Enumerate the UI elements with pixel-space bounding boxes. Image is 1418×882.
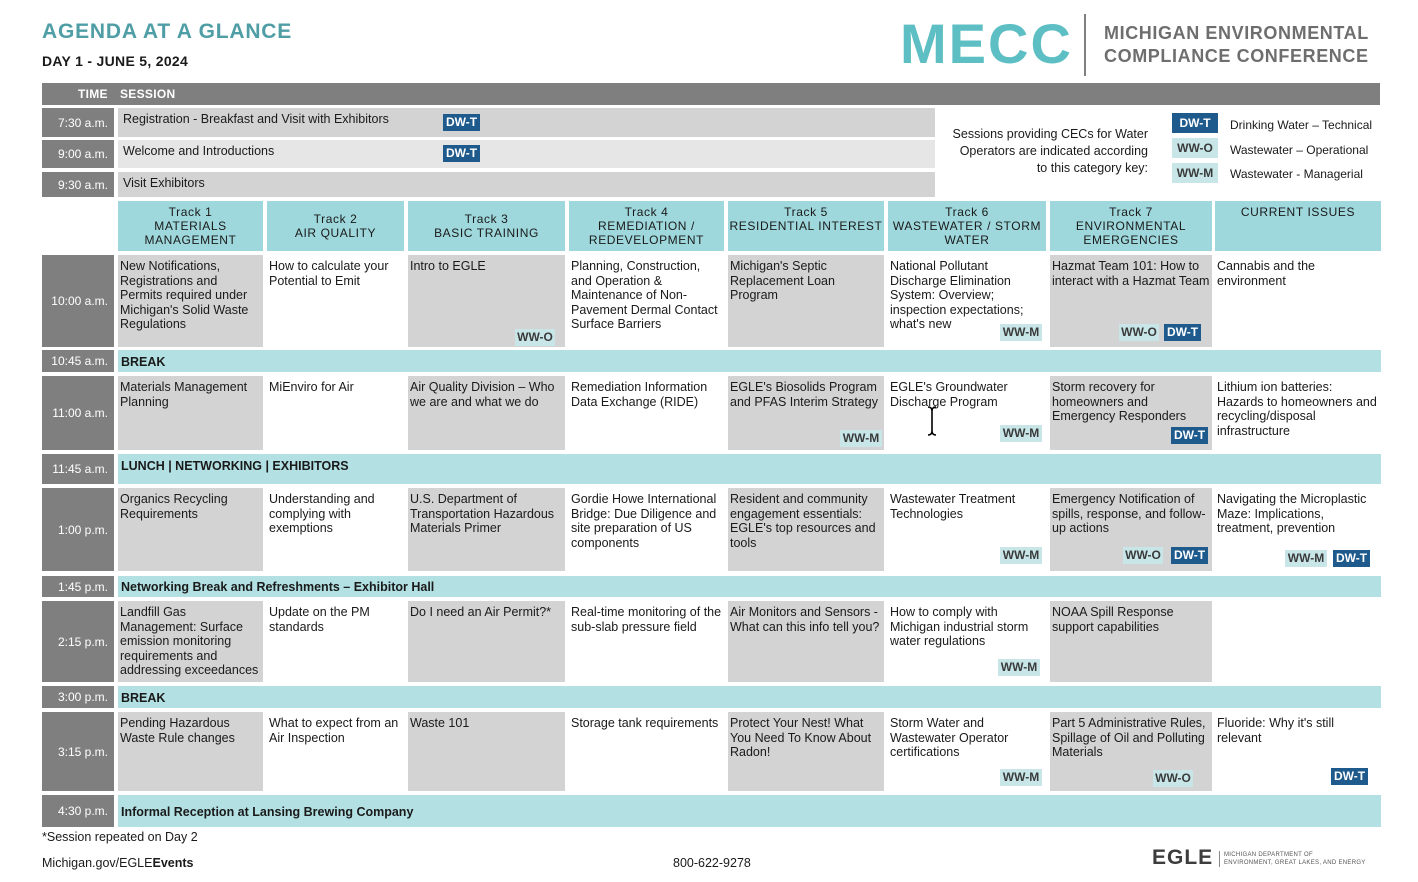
session-title: Air Quality Division – Who we are and what we do: [410, 380, 555, 409]
ww-m-badge: WW-M: [1285, 550, 1327, 567]
session-cell: [118, 712, 263, 791]
session-title: Part 5 Administrative Rules, Spillage of Oil and Polluting Materials: [1052, 716, 1206, 759]
session-title: What to expect from an Air Inspection: [269, 716, 399, 745]
key-ww-m-badge: WW-M: [1172, 163, 1218, 183]
page-title: AGENDA AT A GLANCE: [42, 20, 293, 43]
session-title: Pending Hazardous Waste Rule changes: [120, 716, 235, 745]
time-cell: 3:15 p.m.: [42, 712, 114, 791]
session-title: National Pollutant Discharge Elimination System: Overview; inspection expectations; what's new: [890, 259, 1024, 331]
key-dw-t-badge: DW-T: [1172, 113, 1218, 133]
session-cell: [267, 376, 404, 450]
session-cell: [408, 488, 565, 571]
time-cell: 11:45 a.m.: [42, 454, 114, 484]
break-row: BREAK: [118, 350, 1381, 372]
session-title: Michigan's Septic Replacement Loan Program: [730, 259, 835, 302]
session-cell: [569, 488, 724, 571]
track-number: Track 4: [624, 205, 669, 219]
egle-department-name: [1219, 851, 1366, 867]
session-title: How to comply with Michigan industrial storm water regulations: [890, 605, 1029, 648]
session-title: Landfill Gas Management: Surface emission monitoring requirements and addressing exceedances: [120, 605, 259, 677]
session-cell: [569, 712, 724, 791]
dw-t-badge: DW-T: [1333, 550, 1370, 567]
ww-m-badge: WW-M: [1000, 324, 1042, 341]
track-name: WASTEWATER / STORM WATER: [892, 219, 1042, 247]
session-cell: [728, 601, 884, 682]
dw-t-badge: DW-T: [1164, 324, 1201, 341]
session-title: Storm Water and Wastewater Operator certifications: [890, 716, 1009, 759]
track-header-4: [569, 201, 724, 251]
ww-o-badge: WW-O: [1119, 324, 1159, 341]
dw-t-badge: DW-T: [1171, 427, 1208, 444]
session-cell: [569, 376, 724, 450]
track-name: ENVIRONMENTAL EMERGENCIES: [1075, 219, 1187, 247]
session-title: Resident and community engagement essentials: EGLE's top resources and tools: [730, 492, 876, 550]
session-title: Registration - Breakfast and Visit with Exhibitors: [123, 112, 389, 126]
session-title: Do I need an Air Permit?*: [410, 605, 552, 619]
track-name: MATERIALS MANAGEMENT: [144, 219, 237, 247]
conference-name: [1104, 22, 1369, 68]
track-number: Track 7: [1109, 205, 1153, 219]
egle-logo: EGLE: [1152, 846, 1214, 869]
track-header-current-issues: [1215, 201, 1381, 251]
session-title: EGLE's Groundwater Discharge Program: [890, 380, 1008, 409]
egle-line2: ENVIRONMENT, GREAT LAKES, AND ENERGY: [1224, 860, 1366, 866]
track-number: Track 3: [464, 212, 509, 226]
track-name: AIR QUALITY: [294, 226, 377, 240]
session-title: Planning, Construction, and Operation & Maintenance of Non-Pavement Dermal Contact Surface Barriers: [571, 259, 718, 331]
session-title: Storage tank requirements: [571, 716, 719, 730]
session-column-header: SESSION: [120, 87, 176, 101]
track-name: RESIDENTIAL INTEREST: [729, 219, 883, 233]
session-title: Understanding and complying with exemptions: [269, 492, 375, 535]
session-cell: [118, 376, 263, 450]
session-title: Air Monitors and Sensors - What can this info tell you?: [730, 605, 880, 634]
session-title: Visit Exhibitors: [123, 176, 205, 190]
ww-m-badge: WW-M: [1000, 769, 1042, 786]
track-header-1: [118, 201, 263, 251]
session-cell: [267, 601, 404, 682]
track-header-2: [267, 201, 404, 251]
time-cell: 10:00 a.m.: [42, 255, 114, 347]
session-cell: [267, 712, 404, 791]
session-cell: [569, 601, 724, 682]
session-cell: [408, 376, 565, 450]
session-cell: [1215, 255, 1381, 347]
day-subtitle: DAY 1 - JUNE 5, 2024: [42, 53, 189, 69]
session-title: MiEnviro for Air: [269, 380, 354, 394]
dw-t-badge: DW-T: [443, 145, 480, 162]
session-title: Wastewater Treatment Technologies: [890, 492, 1016, 521]
session-cell: [569, 255, 724, 347]
session-title: U.S. Department of Transportation Hazardous Materials Primer: [410, 492, 555, 535]
session-title: Emergency Notification of spills, response, and follow-up actions: [1052, 492, 1206, 535]
egle-line1: MICHIGAN DEPARTMENT OF: [1224, 852, 1313, 858]
dw-t-badge: DW-T: [1331, 768, 1368, 785]
session-title: Protect Your Nest! What You Need To Know About Radon!: [730, 716, 872, 759]
break-row: BREAK: [118, 686, 1381, 708]
ww-m-badge: WW-M: [840, 430, 882, 447]
session-title: How to calculate your Potential to Emit: [269, 259, 389, 288]
session-cell: [408, 712, 565, 791]
time-cell: 4:30 p.m.: [42, 795, 114, 827]
time-cell: 7:30 a.m.: [42, 108, 114, 137]
session-cell: [267, 488, 404, 571]
session-cell: [728, 712, 884, 791]
session-cell: [118, 488, 263, 571]
time-cell: 9:30 a.m.: [42, 172, 114, 197]
track-header-6: [888, 201, 1046, 251]
track-number: Track 5: [784, 205, 828, 219]
track-name: REMEDIATION / REDEVELOPMENT: [588, 219, 705, 247]
session-title: Welcome and Introductions: [123, 144, 275, 158]
break-row: LUNCH | NETWORKING | EXHIBITORS: [118, 454, 1381, 484]
time-column-header: TIME: [78, 87, 108, 101]
events-link[interactable]: [42, 856, 193, 870]
time-cell: 11:00 a.m.: [42, 376, 114, 450]
ww-m-badge: WW-M: [1000, 425, 1042, 442]
session-title: Organics Recycling Requirements: [120, 492, 228, 521]
session-title: Navigating the Microplastic Maze: Implications, treatment, prevention: [1217, 492, 1367, 535]
key-ww-m-label: Wastewater - Managerial: [1230, 167, 1363, 181]
session-cell: [1215, 601, 1381, 682]
time-cell: 3:00 p.m.: [42, 686, 114, 708]
break-row: Informal Reception at Lansing Brewing Company: [118, 795, 1381, 827]
session-title: Intro to EGLE: [410, 259, 486, 273]
time-cell: 9:00 a.m.: [42, 140, 114, 168]
session-title: EGLE's Biosolids Program and PFAS Interim Strategy: [730, 380, 878, 409]
ww-m-badge: WW-M: [998, 659, 1040, 676]
session-cell: [728, 488, 884, 571]
track-header-3: [408, 201, 565, 251]
session-title: Waste 101: [410, 716, 470, 730]
table-header-bar: [42, 83, 1380, 105]
session-title: Lithium ion batteries: Hazards to homeowners and recycling/disposal infrastructure: [1217, 380, 1377, 438]
track-number: Track 1: [168, 205, 213, 219]
session-cell: [1050, 601, 1212, 682]
footnote: *Session repeated on Day 2: [42, 830, 198, 844]
ww-o-badge: WW-O: [1123, 547, 1163, 564]
events-link-prefix: Michigan.gov/EGLE: [42, 856, 153, 870]
session-title: Cannabis and the environment: [1217, 259, 1315, 288]
track-number: Track 6: [945, 205, 989, 219]
key-ww-o-label: Wastewater – Operational: [1230, 143, 1369, 157]
session-title: NOAA Spill Response support capabilities: [1052, 605, 1174, 634]
ww-m-badge: WW-M: [1000, 547, 1042, 564]
session-cell: [267, 255, 404, 347]
plenary-session: [118, 140, 935, 168]
key-ww-o-badge: WW-O: [1172, 138, 1218, 158]
conference-name-line2: COMPLIANCE CONFERENCE: [1104, 46, 1369, 66]
session-cell: [728, 255, 884, 347]
session-cell: [118, 255, 263, 347]
session-title: Gordie Howe International Bridge: Due Diligence and site preparation of US components: [571, 492, 717, 550]
logo-divider: [1084, 14, 1086, 76]
text-cursor-icon: [924, 405, 940, 437]
phone-number: 800-622-9278: [673, 856, 751, 870]
time-cell: 10:45 a.m.: [42, 350, 114, 372]
session-title: Remediation Information Data Exchange (RIDE): [571, 380, 708, 409]
plenary-session: [118, 108, 935, 137]
session-title: Real-time monitoring of the sub-slab pressure field: [571, 605, 722, 634]
session-title: Hazmat Team 101: How to interact with a Hazmat Team: [1052, 259, 1210, 288]
key-dw-t-label: Drinking Water – Technical: [1230, 118, 1373, 132]
track-number: Track 2: [313, 212, 358, 226]
session-title: Storm recovery for homeowners and Emergency Responders: [1052, 380, 1187, 423]
dw-t-badge: DW-T: [1171, 547, 1208, 564]
session-cell: [408, 601, 565, 682]
cec-key-description: Sessions providing CECs for Water Operators are indicated according to this category key:: [952, 127, 1148, 175]
session-title: Fluoride: Why it's still relevant: [1217, 716, 1334, 745]
ww-o-badge: WW-O: [515, 329, 555, 346]
mecc-logo: MECC: [900, 12, 1073, 75]
time-cell: 1:45 p.m.: [42, 576, 114, 597]
time-cell: 1:00 p.m.: [42, 488, 114, 571]
track-header-5: [728, 201, 884, 251]
conference-name-line1: MICHIGAN ENVIRONMENTAL: [1104, 23, 1369, 43]
session-title: New Notifications, Registrations and Permits required under Michigan's Solid Waste Regulations: [120, 259, 249, 331]
track-header-7: [1050, 201, 1212, 251]
session-cell: [118, 601, 263, 682]
ww-o-badge: WW-O: [1153, 770, 1193, 787]
dw-t-badge: DW-T: [443, 114, 480, 131]
plenary-session: [118, 172, 935, 197]
session-title: Materials Management Planning: [120, 380, 248, 409]
track-name: BASIC TRAINING: [434, 226, 539, 240]
break-row: Networking Break and Refreshments – Exhibitor Hall: [118, 576, 1381, 597]
track-name: CURRENT ISSUES: [1240, 205, 1356, 219]
session-cell: [1215, 376, 1381, 450]
time-cell: 2:15 p.m.: [42, 601, 114, 682]
session-title: Update on the PM standards: [269, 605, 370, 634]
events-link-suffix: Events: [152, 856, 194, 870]
